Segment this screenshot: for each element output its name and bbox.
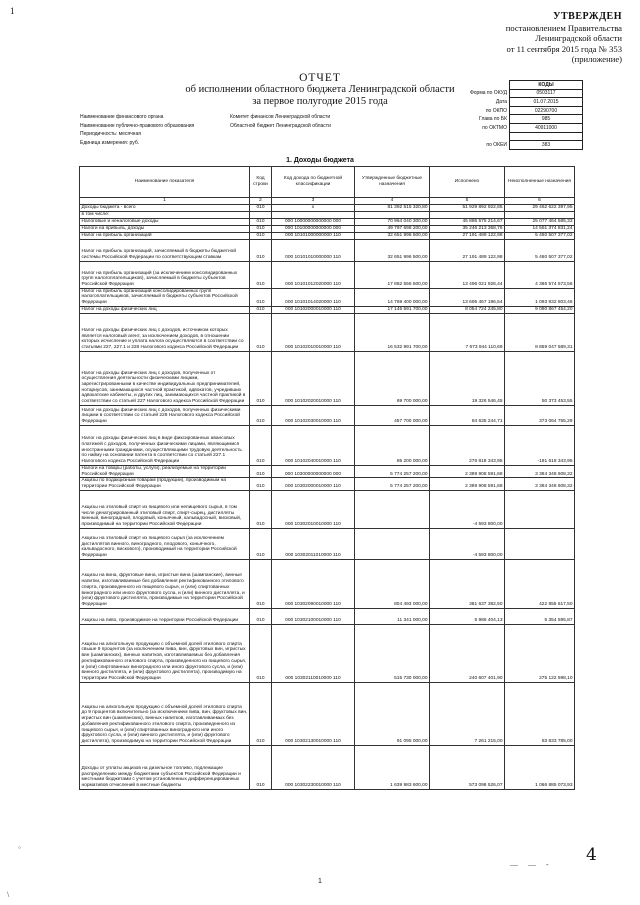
budget-class-code: 000 10102030010000 110	[272, 405, 355, 425]
title-line-3: за первое полугодие 2015 года	[252, 96, 388, 107]
column-header: Неисполненные назначения	[505, 167, 575, 198]
table-row	[80, 405, 575, 425]
indicator-name: Налоги на прибыль, доходы	[80, 225, 250, 232]
budget-class-code	[272, 212, 355, 219]
unexecuted-amount: 3 384 348 608,32	[505, 465, 575, 477]
unexecuted-amount: 14 551 374 831,24	[505, 225, 575, 232]
approved-amount	[355, 490, 430, 528]
column-header: Утвержденные бюджетные назначения	[355, 167, 430, 198]
codes-label: по ОКТМО	[482, 124, 507, 131]
line-code: 010	[250, 624, 272, 682]
executed-amount: 19 326 546,45	[430, 351, 505, 405]
column-number: 4	[355, 198, 430, 205]
unexecuted-amount	[505, 528, 575, 559]
executed-amount: 7 261 215,00	[430, 682, 505, 745]
approved-amount: 5 774 257 200,00	[355, 478, 430, 490]
executed-amount: 51 929 892 922,85	[430, 205, 505, 212]
codes-row	[455, 106, 583, 115]
executed-amount: 7 673 944 110,69	[430, 313, 505, 351]
unexecuted-amount: 29 462 622 397,95	[505, 205, 575, 212]
budget-class-code: 000 10101000000000 110	[272, 232, 355, 239]
unexecuted-amount: 4 386 574 573,56	[505, 261, 575, 288]
meta-key: Периодичность: месячная	[80, 131, 141, 137]
indicator-name: Налог на прибыль организаций	[80, 232, 250, 239]
approved-amount	[355, 528, 430, 559]
approval-line-1: постановлением Правительства	[505, 22, 622, 33]
indicator-name: Акцизы на алкогольную продукцию с объемной долей этилового спирта свыше 9 процентов (за исключением пива, вин, фруктовых вин, игристых вин (шампанских), винных напитков, изготавливаемых без добавления ректификованного этилового спирта, произведенного из пищевого сырья, и (или) спиртованных виноградного или иного фруктового сусла, и (или) винного дистиллята, и (или) фруктового дистиллята), производимую на территории Российской Федерации	[80, 624, 250, 682]
indicator-name: Налог на доходы физических лиц в виде фиксированных авансовых платежей с доходов, полученных физическими лицами, являющимися иностранными гражданами, осуществляющими трудовую деятельность по найму на основании патента в соответствии со статьей 227.1 Налогового кодекса Российской Федерации	[80, 425, 250, 465]
column-number: 5	[430, 198, 505, 205]
meta-value: Комитет финансов Ленинградской области	[230, 114, 331, 120]
table-row	[80, 232, 575, 239]
codes-label	[455, 132, 510, 141]
indicator-name: Акцизы по подакцизным товарам (продукции), производимым на территории Российской Федерации	[80, 478, 250, 490]
budget-class-code: 000 10302100010000 110	[272, 608, 355, 624]
executed-amount: 84 635 244,71	[430, 405, 505, 425]
codes-value: 02290700	[510, 106, 583, 115]
margin-mark: ◦	[18, 843, 21, 852]
approved-amount	[355, 212, 430, 219]
budget-class-code: 000 10101014020000 110	[272, 288, 355, 306]
unexecuted-amount: 50 373 453,55	[505, 351, 575, 405]
table-row	[80, 218, 575, 225]
approved-amount: 515 730 000,00	[355, 624, 430, 682]
line-code: 010	[250, 239, 272, 261]
table-row	[80, 425, 575, 465]
codes-row	[455, 98, 583, 107]
indicator-name: Налоги на товары (работы, услуги), реализуемые на территории Российской Федерации	[80, 465, 250, 477]
executed-amount	[430, 212, 505, 219]
table-row	[80, 261, 575, 288]
executed-amount: 13 695 467 196,54	[430, 288, 505, 306]
approved-amount: 70 964 040 300,00	[355, 218, 430, 225]
line-code: 010	[250, 351, 272, 405]
unexecuted-amount: 1 093 932 803,46	[505, 288, 575, 306]
codes-value: 985	[510, 115, 583, 124]
table-row	[80, 745, 575, 789]
unexecuted-amount: 275 122 598,10	[505, 624, 575, 682]
budget-class-code: 000 10102000010000 110	[272, 306, 355, 313]
indicator-name: Акцизы на вина, фруктовые вина, игристые вина (шампанские), винные напитки, изготавливаемые без добавления ректификованного этилового спирта, произведенного из пищевого сырья, и (или) спиртованных виноградного или иного фруктового сусла, и (или) винного дистиллята, и (или) фруктового дистиллята, производимые на территории Российской Федерации	[80, 559, 250, 608]
budget-class-code: 000 10102040010000 110	[272, 425, 355, 465]
unexecuted-amount	[505, 212, 575, 219]
codes-value: 383	[510, 141, 583, 150]
budget-class-code: 000 10101012020000 110	[272, 261, 355, 288]
corner-mark: 1	[10, 6, 15, 16]
budget-class-code: 000 10101010000000 110	[272, 239, 355, 261]
codes-value: 40911000	[510, 123, 583, 132]
indicator-name: Налог на прибыль организаций консолидированных групп налогоплательщиков, зачисляемый в бюджеты субъектов Российской Федерации	[80, 288, 250, 306]
unexecuted-amount: 1 066 885 073,93	[505, 745, 575, 789]
table-row	[80, 225, 575, 232]
table-row	[80, 306, 575, 313]
approved-amount: 32 651 996 500,00	[355, 232, 430, 239]
executed-amount: 27 191 489 122,98	[430, 232, 505, 239]
table-row	[80, 478, 575, 490]
codes-value: 01.07.2015	[510, 98, 583, 107]
corner-bracket: \	[7, 890, 10, 899]
table-row	[80, 351, 575, 405]
indicator-name: в том числе:	[80, 212, 250, 219]
unexecuted-amount: 5 460 507 377,02	[505, 239, 575, 261]
approved-amount: 11 341 000,00	[355, 608, 430, 624]
column-header: Код строки	[250, 167, 272, 198]
unexecuted-amount: -191 618 343,95	[505, 425, 575, 465]
codes-block	[455, 80, 583, 150]
budget-class-code: 000 10100000000000 000	[272, 225, 355, 232]
indicator-name: Налог на доходы физических лиц	[80, 306, 250, 313]
executed-amount: 45 886 575 214,67	[430, 218, 505, 225]
line-code: 010	[250, 490, 272, 528]
executed-amount: 2 389 908 591,68	[430, 478, 505, 490]
table-row	[80, 490, 575, 528]
income-table	[79, 166, 575, 790]
codes-row	[455, 141, 583, 150]
line-code: 010	[250, 478, 272, 490]
column-number: 2	[250, 198, 272, 205]
budget-class-code: 000 10302110010000 110	[272, 624, 355, 682]
executed-amount: -4 593 800,00	[430, 528, 505, 559]
table-row	[80, 682, 575, 745]
codes-value: 0503117	[510, 89, 583, 98]
line-code: 010	[250, 232, 272, 239]
table-row	[80, 608, 575, 624]
executed-amount: 27 191 489 122,98	[430, 239, 505, 261]
column-header: Код дохода по бюджетной классификации	[272, 167, 355, 198]
line-code: 010	[250, 313, 272, 351]
budget-class-code: 000 10302230010000 110	[272, 745, 355, 789]
unexecuted-amount: 9 090 867 454,20	[505, 306, 575, 313]
codes-label: Дата	[495, 98, 507, 105]
column-number: 1	[80, 198, 250, 205]
table-row	[80, 624, 575, 682]
column-header: Наименование показателя	[80, 167, 250, 198]
meta-row	[80, 122, 370, 131]
table-row	[80, 288, 575, 306]
codes-row	[455, 89, 583, 98]
budget-class-code: 000 10302011010000 110	[272, 528, 355, 559]
executed-amount: 240 607 401,90	[430, 624, 505, 682]
bottom-dash-marks: — — -	[510, 860, 553, 869]
meta-key: Наименование финансового органа	[80, 114, 164, 120]
executed-amount: 381 637 382,50	[430, 559, 505, 608]
executed-amount: 35 246 213 368,76	[430, 225, 505, 232]
indicator-name: Акцизы на этиловый спирт из пищевого сырья (за исключением дистиллятов винного, виноградного, плодового, коньячного, кальвадосного, вискового), производимый на территории Российской Федерации	[80, 528, 250, 559]
indicator-name: Акцизы на пиво, производимое на территории Российской Федерации	[80, 608, 250, 624]
income-table-wrapper	[79, 166, 574, 790]
title-line-2: об исполнении областного бюджета Ленинградской области	[185, 84, 455, 95]
table-row	[80, 559, 575, 608]
table-row	[80, 465, 575, 477]
line-code: 010	[250, 288, 272, 306]
handwritten-page-mark: 4	[586, 845, 597, 865]
codes-label: по ОКЕИ	[486, 141, 507, 148]
approved-amount: 32 651 996 500,00	[355, 239, 430, 261]
line-code: 010	[250, 745, 272, 789]
approved-amount: 17 145 591 700,00	[355, 306, 430, 313]
codes-label: по ОКПО	[485, 107, 507, 114]
approved-amount: 49 797 698 200,00	[355, 225, 430, 232]
codes-row	[455, 115, 583, 124]
approved-amount: 5 774 257 200,00	[355, 465, 430, 477]
table-row	[80, 212, 575, 219]
budget-class-code: 000 10102020010000 110	[272, 351, 355, 405]
line-code: 010	[250, 608, 272, 624]
approved-amount: 17 882 556 500,00	[355, 261, 430, 288]
line-code: 010	[250, 682, 272, 745]
codes-label: Форма по ОКУД	[469, 90, 507, 97]
unexecuted-amount	[505, 490, 575, 528]
executed-amount: 8 054 724 245,80	[430, 306, 505, 313]
indicator-name: Доходы от уплаты акцизов на дизельное топливо, подлежащие распределению между бюджетами субъектов Российской Федерации и местными бюджетами с учетом установленных дифференцированных нормативов отчислений в местные бюджеты	[80, 745, 250, 789]
indicator-name: Налог на доходы физических лиц с доходов, источником которых является налоговый агент, за исключением доходов, в отношении которых исчисление и уплата налога осуществляются в соответствии со статьями 227, 227.1 и 228 Налогового кодекса Российской Федерации	[80, 313, 250, 351]
executed-amount: 2 389 908 591,68	[430, 465, 505, 477]
line-code: 010	[250, 225, 272, 232]
indicator-name: Налоговые и неналоговые доходы	[80, 218, 250, 225]
meta-row	[80, 113, 370, 122]
indicator-name: Налог на прибыль организаций, зачисляемый в бюджеты бюджетной системы Российской Федерации по соответствующим ставкам	[80, 239, 250, 261]
unexecuted-amount: 373 064 755,29	[505, 405, 575, 425]
codes-row	[455, 123, 583, 132]
line-code: 010	[250, 559, 272, 608]
section-title: 1. Доходы бюджета	[286, 157, 354, 164]
executed-amount: 573 098 526,07	[430, 745, 505, 789]
unexecuted-amount: 25 077 464 585,33	[505, 218, 575, 225]
unexecuted-amount: 5 354 595,87	[505, 608, 575, 624]
column-header: Исполнено	[430, 167, 505, 198]
meta-row	[80, 130, 370, 139]
approved-amount: 457 700 000,00	[355, 405, 430, 425]
approved-amount: 14 769 400 000,00	[355, 288, 430, 306]
approved-amount: 91 095 000,00	[355, 682, 430, 745]
budget-class-code: 000 10000000000000 000	[272, 218, 355, 225]
unexecuted-amount: 8 859 047 589,31	[505, 313, 575, 351]
line-code: 010	[250, 218, 272, 225]
codes-row	[455, 132, 583, 141]
line-code	[250, 212, 272, 219]
line-code: 010	[250, 465, 272, 477]
indicator-name: Акцизы на алкогольную продукцию с объемной долей этилового спирта до 9 процентов включительно (за исключением пива, вин, фруктовых вин, игристых вин (шампанских), винных напитков, изготавливаемых без добавления ректификованного этилового спирта, произведенного из пищевого сырья, и (или) спиртованных виноградного или иного фруктового сусла, и (или) винного дистиллята, и (или) фруктового дистиллята), производимую на территории Российской Федерации	[80, 682, 250, 745]
approval-stamp	[402, 12, 622, 65]
line-code: 010	[250, 405, 272, 425]
executed-amount: 276 818 343,95	[430, 425, 505, 465]
line-code: 010	[250, 261, 272, 288]
budget-class-code: 000 10102010010000 110	[272, 313, 355, 351]
approved-amount: 16 532 991 700,00	[355, 313, 430, 351]
table-row	[80, 528, 575, 559]
column-number: 6	[505, 198, 575, 205]
budget-class-code: 000 10302130010000 110	[272, 682, 355, 745]
line-code: 010	[250, 306, 272, 313]
indicator-name: Акцизы на этиловый спирт из пищевого или непищевого сырья, в том числе денатурированный этиловый спирт, спирт-сырец, дистилляты винный, виноградный, плодовый, коньячный, кальвадосный, висковый, производимый на территории Российской Федерации	[80, 490, 250, 528]
budget-class-code: 000 10300000000000 000	[272, 465, 355, 477]
approved-amount: 85 200 000,00	[355, 425, 430, 465]
unexecuted-amount: 422 855 617,50	[505, 559, 575, 608]
approved-amount: 804 493 000,00	[355, 559, 430, 608]
executed-amount: 13 496 021 926,44	[430, 261, 505, 288]
budget-class-code: 000 10302010010000 110	[272, 490, 355, 528]
meta-key: Наименование публично-правового образования	[80, 122, 195, 129]
line-code: 010	[250, 528, 272, 559]
title-line-1: ОТЧЕТ	[299, 72, 341, 84]
indicator-name: Налог на доходы физических лиц с доходов, полученных от осуществления деятельности физическими лицами, зарегистрированными в качестве индивидуальных предпринимателей, нотариусов, занимающихся частной практикой, адвокатов, учредивших адвокатские кабинеты, и других лиц, занимающихся частной практикой в соответствии со статьей 227 Налогового кодекса Российской Федерации	[80, 351, 250, 405]
table-row	[80, 239, 575, 261]
indicator-name: Налог на прибыль организаций (за исключением консолидированных групп налогоплательщиков), зачисляемый в бюджеты субъектов Российской Федерации	[80, 261, 250, 288]
executed-amount: 5 986 404,13	[430, 608, 505, 624]
approved-amount: 1 639 983 600,00	[355, 745, 430, 789]
unexecuted-amount: 3 384 348 608,32	[505, 478, 575, 490]
meta-row	[80, 139, 370, 148]
codes-value	[510, 132, 583, 141]
codes-table	[455, 80, 583, 150]
table-row	[80, 313, 575, 351]
table-row	[80, 205, 575, 212]
approval-line-2: Ленинградской области	[535, 33, 622, 43]
approval-heading: УТВЕРЖДЕН	[553, 11, 622, 22]
approval-line-4: (приложение)	[571, 54, 622, 64]
page-number: 1	[318, 878, 322, 885]
report-metadata	[80, 113, 370, 147]
budget-class-code: 000 10302000010000 110	[272, 478, 355, 490]
column-number: 3	[272, 198, 355, 205]
line-code: 010	[250, 425, 272, 465]
indicator-name: Доходы бюджета - всего	[80, 205, 250, 212]
approved-amount: 69 700 000,00	[355, 351, 430, 405]
meta-value: Областной бюджет Ленинградской области	[230, 122, 331, 129]
codes-header: КОДЫ	[510, 81, 583, 90]
meta-key: Единица измерения: руб.	[80, 139, 140, 146]
meta-value	[230, 139, 370, 148]
unexecuted-amount: 5 460 507 377,02	[505, 232, 575, 239]
budget-class-code: 000 10302090010000 110	[272, 559, 355, 608]
unexecuted-amount: 83 833 785,00	[505, 682, 575, 745]
approval-line-3: от 11 сентября 2015 года № 353	[506, 43, 622, 54]
line-code: 010	[250, 205, 272, 212]
codes-label: Глава по БК	[479, 116, 507, 123]
meta-value	[230, 130, 370, 139]
executed-amount: -4 593 800,00	[430, 490, 505, 528]
budget-class-code: x	[272, 205, 355, 212]
indicator-name: Налог на доходы физических лиц с доходов, полученных физическими лицами в соответствии со статьей 228 Налогового кодекса Российской Федерации	[80, 405, 250, 425]
approved-amount: 81 392 515 320,80	[355, 205, 430, 212]
